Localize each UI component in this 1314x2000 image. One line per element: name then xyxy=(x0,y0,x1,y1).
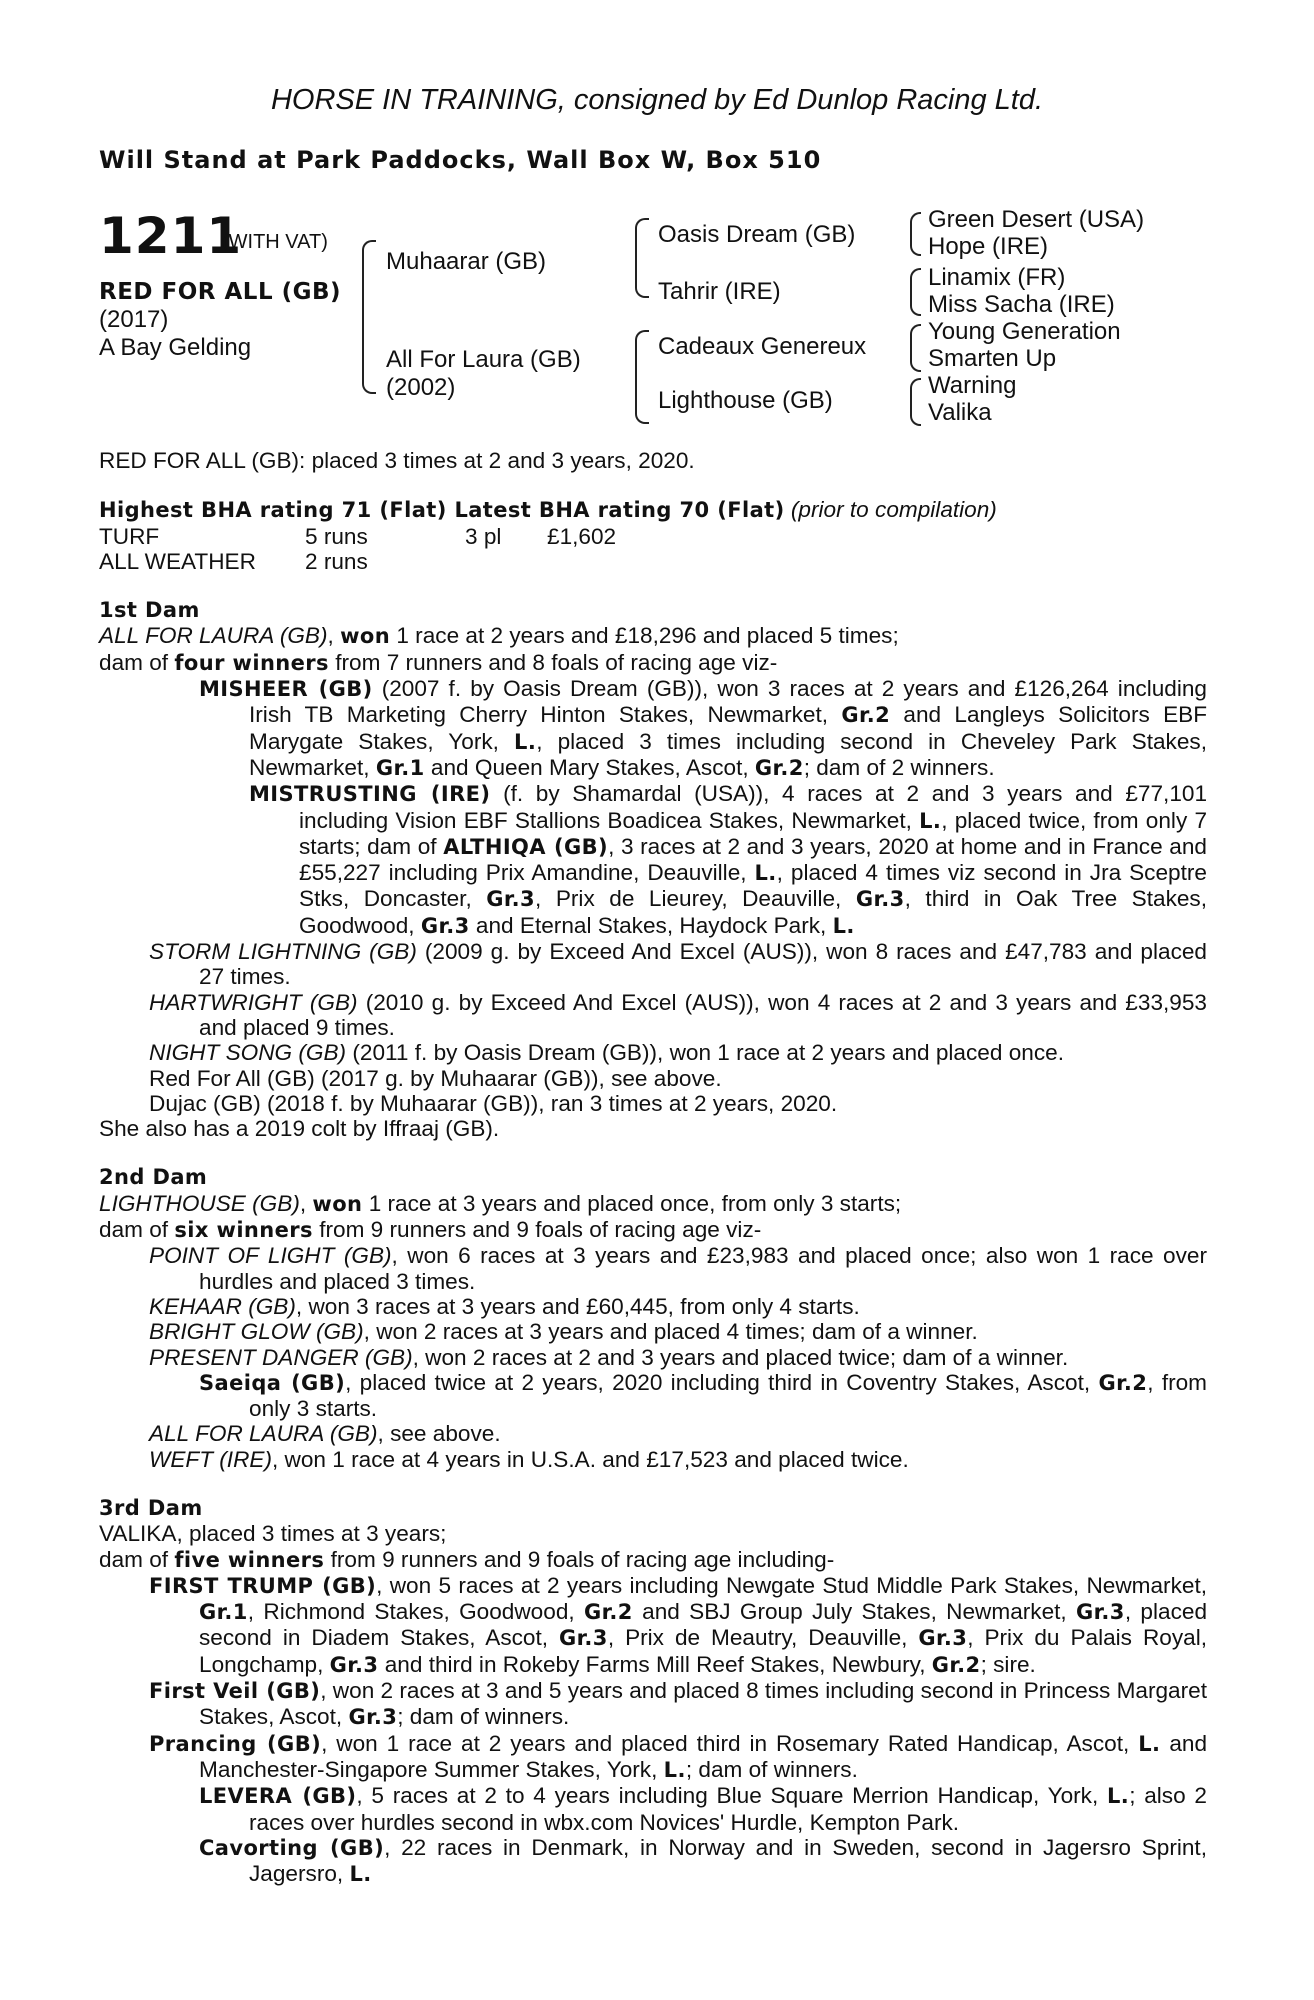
entry-storm-lightning: STORM LIGHTNING (GB) (2009 g. by Exceed And Excel (AUS)), won 8 races and £47,783 and placed 27 times. xyxy=(149,939,1207,990)
pedigree-brace-sd xyxy=(910,268,921,316)
entry-hartwright: HARTWRIGHT (GB) (2010 g. by Exceed And Excel (AUS)), won 4 races at 2 and 3 years and £33,953 and placed 9 times. xyxy=(149,989,1207,1040)
pedigree-dam-dam: Lighthouse (GB) xyxy=(658,387,833,414)
pedigree-ds-sire: Young Generation xyxy=(928,318,1121,345)
pedigree-sire-dam: Tahrir (IRE) xyxy=(658,278,781,305)
entry-first-trump: FIRST TRUMP (GB), won 5 races at 2 years including Newgate Stud Middle Park Stakes, Newmarket, Gr.1, Richmond Stakes, Goodwood, Gr.2 and SBJ Group July Stakes, Newmarket, Gr.3, placed second in Diadem Stakes, Ascot, Gr.3, Prix de Meautry, Deauville, Gr.3, Prix du Palais Royal, Longchamp, Gr.3 and third in Rokeby Farms Mill Reef Stakes, Newbury, Gr.2; sire. xyxy=(149,1572,1208,1677)
entry-first-veil: First Veil (GB), won 2 races at 3 and 5 years and placed 8 times including second in Princess Margaret Stakes, Ascot, Gr.3; dam of winners. xyxy=(149,1678,1207,1730)
pedigree-dam-sire: Cadeaux Genereux xyxy=(658,333,867,360)
pedigree-dam: All For Laura (GB) xyxy=(386,346,581,373)
entry-mistrusting: MISTRUSTING (IRE) (f. by Shamardal (USA)), 4 races at 2 and 3 years and £77,101 including Vision EBF Stallions Boadicea Stakes, Newmarket, L., placed twice, from only 7 starts; dam of ALTHIQA (GB), 3 races at 2 and 3 years, 2020 at home and in France and £55,227 including Prix Amandine, Deauville, L., placed 4 times viz second in Jra Sceptre Stks, Doncaster, Gr.3, Prix de Lieurey, Deauville, Gr.3, third in Oak Tree Stakes, Goodwood, Gr.3 and Eternal Stakes, Haydock Park, L. xyxy=(249,781,1208,938)
horse-description: A Bay Gelding xyxy=(99,334,252,361)
third-dam-heading: 3rd Dam xyxy=(99,1495,203,1520)
pedigree-sd-dam: Miss Sacha (IRE) xyxy=(928,291,1115,318)
pedigree-brace-ds xyxy=(910,324,921,372)
entry-levera: LEVERA (GB), 5 races at 2 to 4 years including Blue Square Merrion Handicap, York, L.; also 2 races over hurdles second in wbx.com Novices' Hurdle, Kempton Park. xyxy=(199,1783,1207,1835)
catalogue-body xyxy=(99,448,1207,1887)
pedigree-sire: Muhaarar (GB) xyxy=(386,248,547,275)
entry-point-of-light: POINT OF LIGHT (GB), won 6 races at 3 years and £23,983 and placed once; also won 1 race over hurdles and placed 3 times. xyxy=(149,1243,1207,1294)
entry-misheer: MISHEER (GB) (2007 f. by Oasis Dream (GB)), won 3 races at 2 years and £126,264 including Irish TB Marketing Cherry Hinton Stakes, Newmarket, Gr.2 and Langleys Solicitors EBF Marygate Stakes, York, L., placed 3 times including second in Cheveley Park Stakes, Newmarket, Gr.1 and Queen Mary Stakes, Ascot, Gr.2; dam of 2 winners. xyxy=(199,676,1208,780)
rating-note: (prior to compilation) xyxy=(790,497,997,523)
second-dam-record: LIGHTHOUSE (GB), won 1 race at 3 years and placed once, from only 3 starts; xyxy=(99,1190,902,1216)
vat-note: (WITH VAT) xyxy=(222,231,328,253)
lot-number: 1211 xyxy=(99,207,243,265)
horse-info xyxy=(99,278,341,362)
entry-cavorting: Cavorting (GB), 22 races in Denmark, in Norway and in Sweden, second in Jagersro Sprint, Jagersro, L. xyxy=(199,1834,1207,1887)
pedigree-sd-sire: Linamix (FR) xyxy=(928,264,1066,291)
pedigree-dam-year: (2002) xyxy=(386,374,456,401)
entry-present-danger: PRESENT DANGER (GB), won 2 races at 2 and 3 years and placed twice; dam of a winner. xyxy=(149,1344,1069,1370)
pedigree-ss-dam: Hope (IRE) xyxy=(928,233,1049,260)
entry-bright-glow: BRIGHT GLOW (GB), won 2 races at 3 years and placed 4 times; dam of a winner. xyxy=(149,1319,978,1345)
pedigree-brace-dam xyxy=(635,330,649,424)
entry-also: She also has a 2019 colt by Iffraaj (GB). xyxy=(99,1116,500,1142)
first-dam-heading: 1st Dam xyxy=(99,598,200,623)
entry-weft: WEFT (IRE), won 1 race at 4 years in U.S.A. and £17,523 and placed twice. xyxy=(149,1446,909,1472)
race-summary: RED FOR ALL (GB): placed 3 times at 2 and 3 years, 2020. xyxy=(99,448,695,473)
first-dam-record: ALL FOR LAURA (GB), won 1 race at 2 years and £18,296 and placed 5 times; xyxy=(99,623,899,649)
horse-name: RED FOR ALL (GB) xyxy=(99,279,342,305)
pedigree-brace-main xyxy=(362,240,376,394)
pedigree-ss-sire: Green Desert (USA) xyxy=(928,206,1145,233)
consignor-header: HORSE IN TRAINING, consigned by Ed Dunlop Racing Ltd. xyxy=(270,84,1044,116)
all-weather-record: ALL WEATHER 2 runs xyxy=(99,548,368,574)
third-dam-record: VALIKA, placed 3 times at 3 years; xyxy=(99,1521,447,1547)
pedigree-dd-sire: Warning xyxy=(928,372,1017,399)
entry-all-for-laura: ALL FOR LAURA (GB), see above. xyxy=(149,1421,501,1447)
turf-record: TURF 5 runs 3 pl £1,602 xyxy=(99,523,617,549)
rating-line xyxy=(99,497,1207,523)
entry-prancing: Prancing (GB), won 1 race at 2 years and placed third in Rosemary Rated Handicap, Ascot, L. and Manchester-Singapore Summer Stakes, York, L.; dam of winners. xyxy=(149,1730,1208,1782)
first-dam-produce: dam of four winners from 7 runners and 8 foals of racing age viz- xyxy=(99,649,778,675)
pedigree-dd-dam: Valika xyxy=(928,399,992,426)
pedigree-ds-dam: Smarten Up xyxy=(928,345,1057,372)
stand-location: Will Stand at Park Paddocks, Wall Box W, Box 510 xyxy=(99,146,822,174)
second-dam-heading: 2nd Dam xyxy=(99,1165,208,1190)
second-dam-produce: dam of six winners from 9 runners and 9 foals of racing age viz- xyxy=(99,1217,762,1243)
horse-year: (2017) xyxy=(99,306,169,333)
entry-red-for-all: Red For All (GB) (2017 g. by Muhaarar (GB)), see above. xyxy=(149,1065,722,1091)
entry-dujac: Dujac (GB) (2018 f. by Muhaarar (GB)), ran 3 times at 2 years, 2020. xyxy=(149,1090,838,1116)
entry-kehaar: KEHAAR (GB), won 3 races at 3 years and £60,445, from only 4 starts. xyxy=(149,1293,860,1319)
pedigree-brace-sire xyxy=(635,218,649,298)
pedigree-sire-sire: Oasis Dream (GB) xyxy=(658,221,856,248)
rating-text: Highest BHA rating 71 (Flat) Latest BHA rating 70 (Flat) xyxy=(99,498,785,523)
entry-saeiqa: Saeiqa (GB), placed twice at 2 years, 2020 including third in Coventry Stakes, Ascot, Gr.2, from only 3 starts. xyxy=(199,1369,1208,1422)
pedigree-brace-dd xyxy=(910,378,921,426)
pedigree-brace-ss xyxy=(910,212,921,256)
entry-night-song: NIGHT SONG (GB) (2011 f. by Oasis Dream (GB)), won 1 race at 2 years and placed once. xyxy=(149,1040,1064,1066)
third-dam-produce: dam of five winners from 9 runners and 9 foals of racing age including- xyxy=(99,1546,835,1572)
